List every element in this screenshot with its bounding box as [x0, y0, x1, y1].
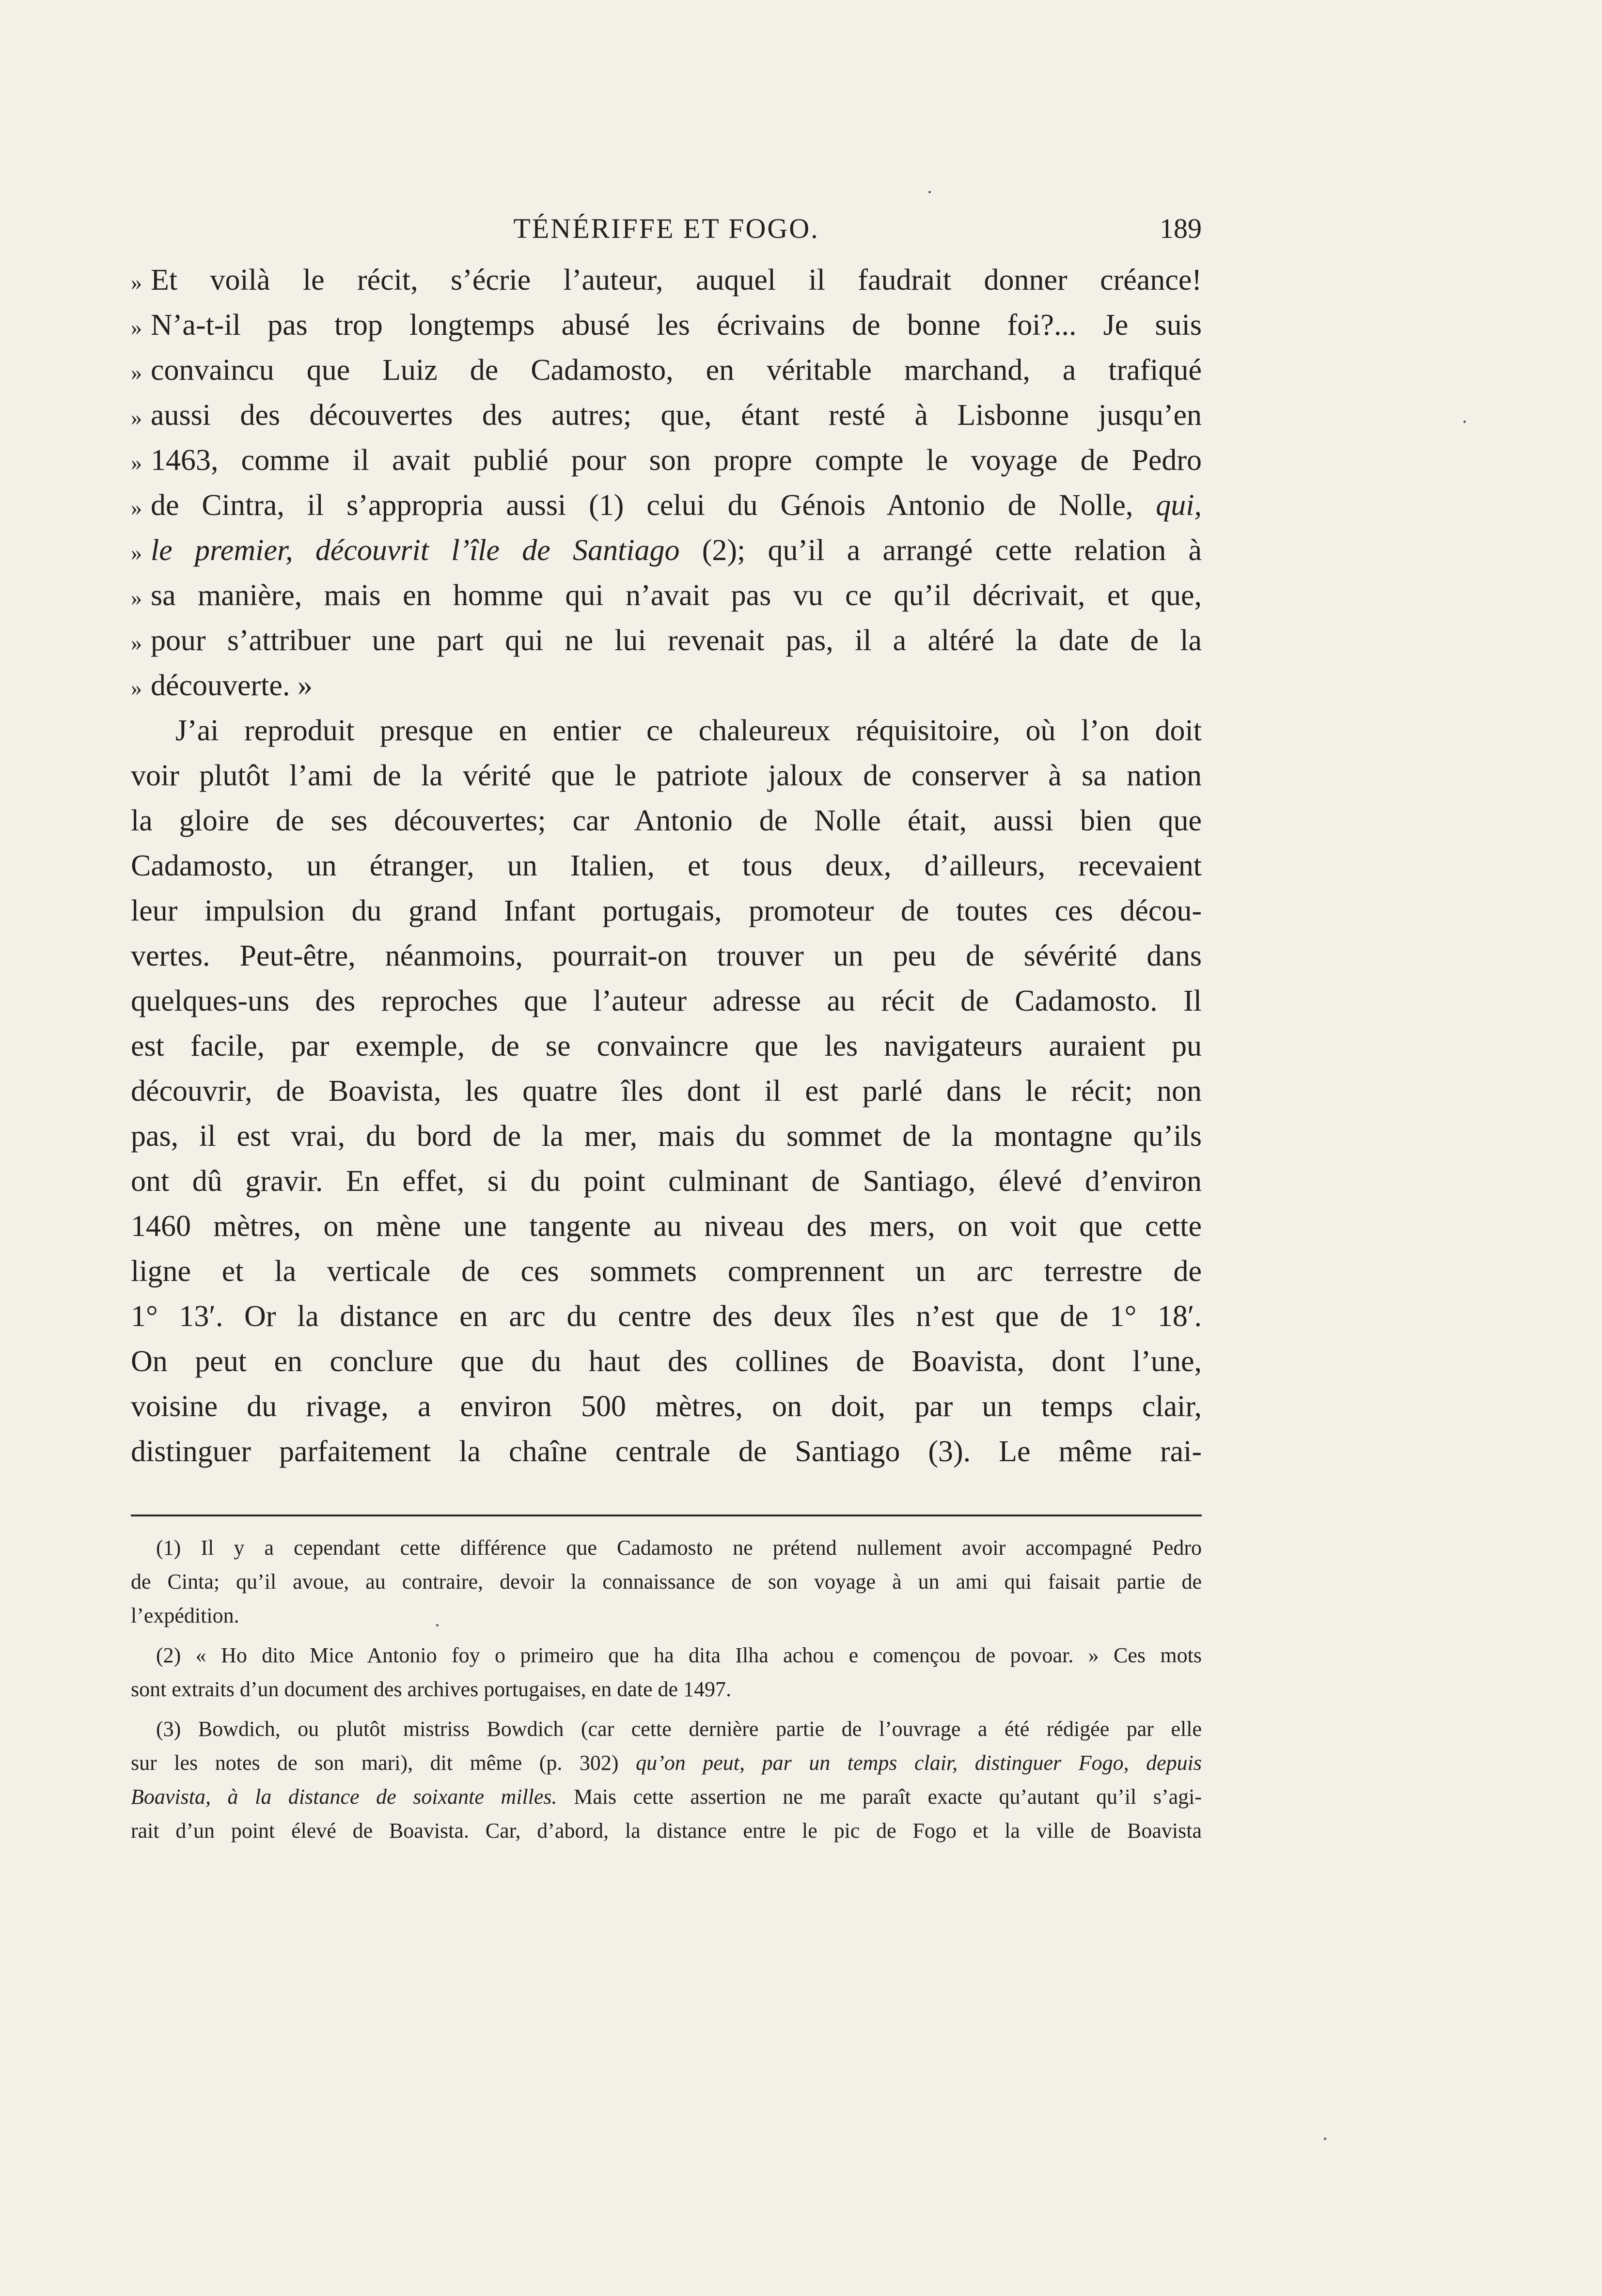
footnote-line: (3) Bowdich, ou plutôt mistriss Bowdich (car cette dernière partie de l’ouvrage a été rédigée par elle [156, 1717, 1202, 1741]
quote-mark: » [131, 675, 142, 700]
quoted-line: » Et voilà le récit, s’écrie l’auteur, auquel il faudrait donner créance! [131, 264, 1202, 297]
footnote-line: sur les notes de son mari), dit même (p. 302) qu’on peut, par un temps clair, distinguer Fogo, depuis [131, 1751, 1202, 1775]
footnote-line: (2) « Ho dito Mice Antonio foy o primeiro que ha dita Ilha achou e començou de povoar. » Ces mots [156, 1643, 1202, 1667]
paragraph-line: vertes. Peut-être, néanmoins, pourrait-on trouver un peu de sévérité dans [131, 939, 1202, 972]
quoted-line: » de Cintra, il s’appropria aussi (1) celui du Génois Antonio de Nolle, qui, [131, 489, 1202, 522]
quoted-line: » aussi des découvertes des autres; que, étant resté à Lisbonne jusqu’en [131, 399, 1202, 432]
paragraph-line: découvrir, de Boavista, les quatre îles dont il est parlé dans le récit; non [131, 1075, 1202, 1108]
quoted-line: » sa manière, mais en homme qui n’avait pas vu ce qu’il décrivait, et que, [131, 579, 1202, 612]
footnote-line: rait d’un point élevé de Boavista. Car, d’abord, la distance entre le pic de Fogo et la ville de Boavista [131, 1819, 1202, 1843]
quote-mark: » [131, 270, 142, 295]
paper-speck [928, 191, 931, 193]
paper-speck [1463, 421, 1466, 423]
paragraph-line: 1460 mètres, on mène une tangente au niveau des mers, on voit que cette [131, 1210, 1202, 1243]
paragraph-line: 1° 13′. Or la distance en arc du centre des deux îles n’est que de 1° 18′. [131, 1300, 1202, 1333]
paper-speck [1324, 2138, 1326, 2140]
paragraph-line: quelques-uns des reproches que l’auteur adresse au récit de Cadamosto. Il [131, 984, 1202, 1017]
footnote-line: l’expédition. [131, 1604, 239, 1627]
quoted-line: » découverte. » [131, 669, 313, 702]
paragraph-line: pas, il est vrai, du bord de la mer, mais du sommet de la montagne qu’ils [131, 1120, 1202, 1153]
paragraph-line: voir plutôt l’ami de la vérité que le patriote jaloux de conserver à sa nation [131, 759, 1202, 792]
footnote-line: sont extraits d’un document des archives portugaises, en date de 1497. [131, 1677, 732, 1701]
quoted-line: » 1463, comme il avait publié pour son propre compte le voyage de Pedro [131, 444, 1202, 477]
paragraph-line: leur impulsion du grand Infant portugais, promoteur de toutes ces décou- [131, 894, 1202, 927]
paragraph-line: Cadamosto, un étranger, un Italien, et tous deux, d’ailleurs, recevaient [131, 849, 1202, 882]
quoted-line: » convaincu que Luiz de Cadamosto, en véritable marchand, a trafiqué [131, 354, 1202, 387]
paragraph-line: On peut en conclure que du haut des collines de Boavista, dont l’une, [131, 1345, 1202, 1378]
running-title: TÉNÉRIFFE ET FOGO. [513, 213, 819, 244]
footnote-line: de Cinta; qu’il avoue, au contraire, devoir la connaissance de son voyage à un ami qui faisait partie de [131, 1570, 1202, 1593]
paragraph-line: ont dû gravir. En effet, si du point culminant de Santiago, élevé d’environ [131, 1165, 1202, 1198]
quoted-line: » pour s’attribuer une part qui ne lui revenait pas, il a altéré la date de la [131, 624, 1202, 657]
footnote-line: (1) Il y a cependant cette différence que Cadamosto ne prétend nullement avoir accompagné Pedro [156, 1536, 1202, 1560]
quote-mark: » [131, 540, 142, 565]
quoted-line: » N’a-t-il pas trop longtemps abusé les écrivains de bonne foi?... Je suis [131, 309, 1202, 342]
page-header [131, 209, 1202, 248]
paragraph-line: est facile, par exemple, de se convaincre que les navigateurs auraient pu [131, 1030, 1202, 1062]
quote-mark: » [131, 450, 142, 475]
paragraph-line: ligne et la verticale de ces sommets comprennent un arc terrestre de [131, 1255, 1202, 1288]
quote-mark: » [131, 495, 142, 520]
footnote-separator [131, 1515, 1202, 1516]
quote-mark: » [131, 630, 142, 655]
page-number: 189 [1160, 213, 1202, 244]
quote-mark: » [131, 315, 142, 340]
paper-speck [436, 1624, 439, 1626]
quote-mark: » [131, 405, 142, 430]
quoted-line: » le premier, découvrit l’île de Santiago (2); qu’il a arrangé cette relation à [131, 534, 1202, 567]
quote-mark: » [131, 585, 142, 610]
footnotes [131, 1531, 1202, 1848]
paragraph-line: la gloire de ses découvertes; car Antonio de Nolle était, aussi bien que [131, 804, 1202, 837]
paragraph-line: distinguer parfaitement la chaîne centrale de Santiago (3). Le même rai- [131, 1435, 1202, 1468]
paragraph-line: J’ai reproduit presque en entier ce chaleureux réquisitoire, où l’on doit [175, 714, 1202, 747]
footnote-line: Boavista, à la distance de soixante milles. Mais cette assertion ne me paraît exacte qu’autant qu’il s’agi- [131, 1785, 1202, 1809]
main-text [131, 258, 1202, 1474]
paragraph-line: voisine du rivage, a environ 500 mètres, on doit, par un temps clair, [131, 1390, 1202, 1423]
quote-mark: » [131, 360, 142, 385]
